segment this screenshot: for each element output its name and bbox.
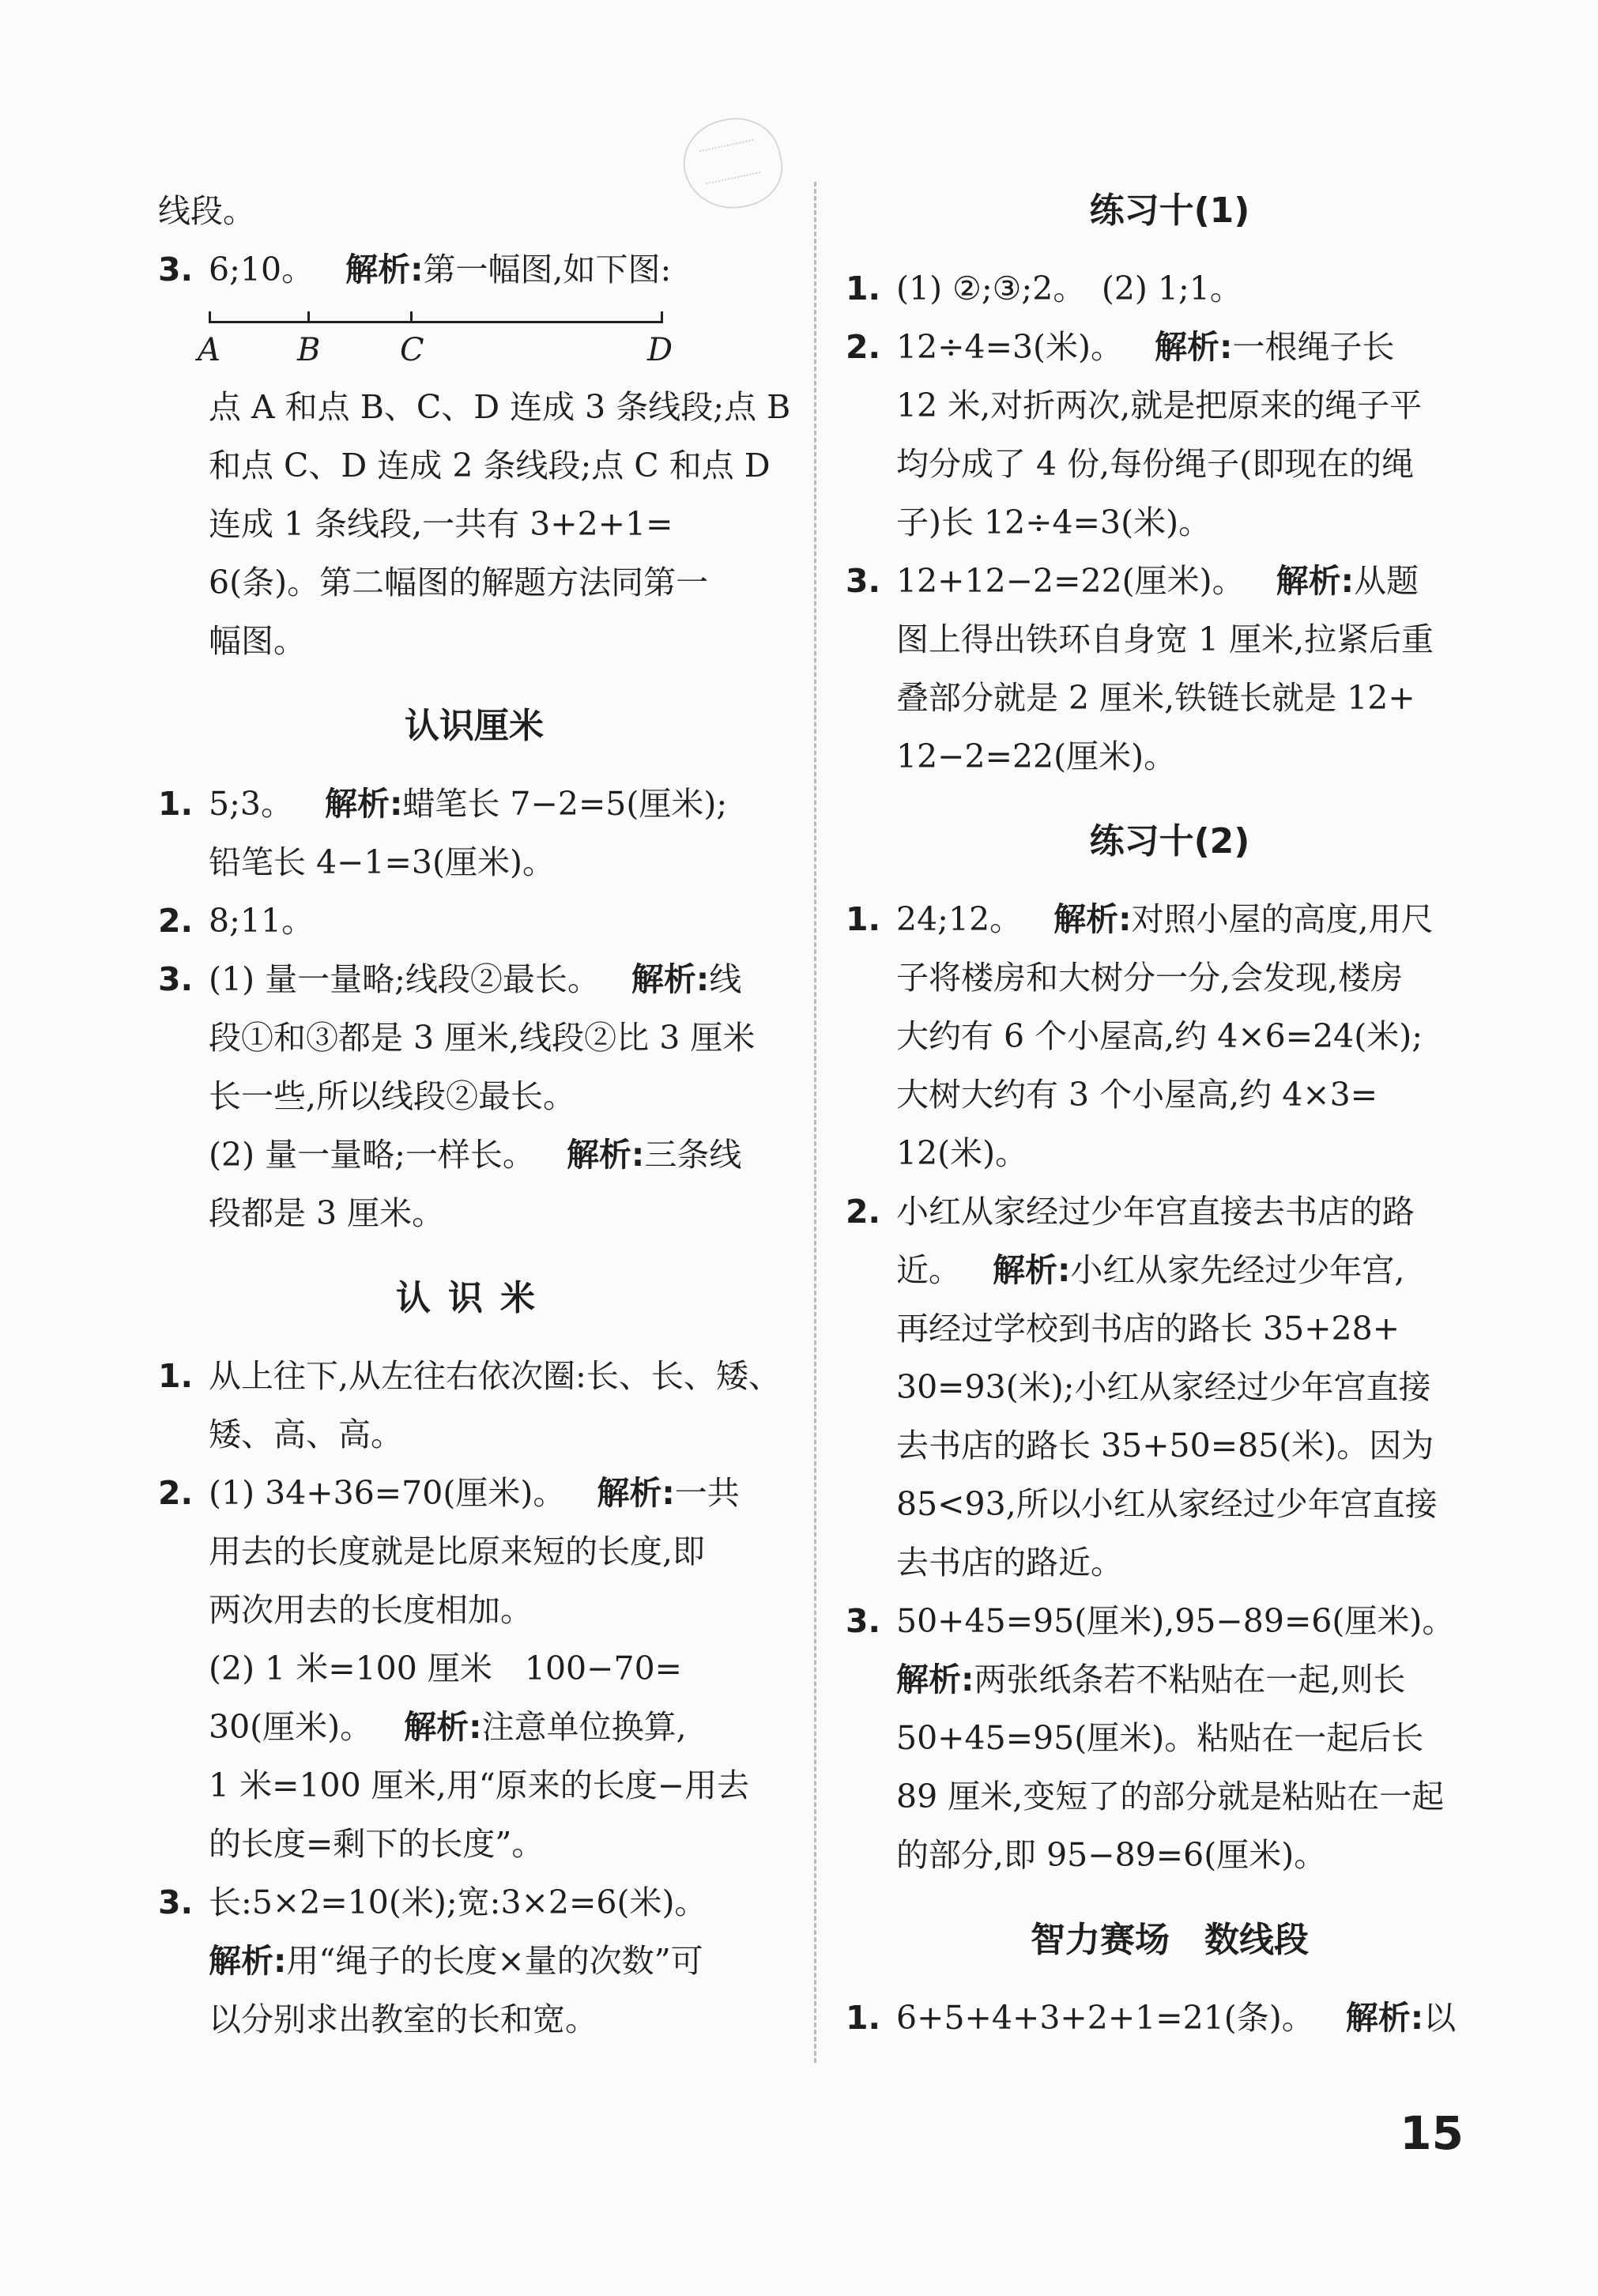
text-line: 以分别求出教室的长和宽。: [209, 2000, 597, 2038]
text-line: 去书店的路近。: [896, 1544, 1123, 1582]
analysis-text: 蜡笔长 7−2=5(厘米);: [402, 785, 728, 823]
analysis-label: 解析:: [597, 1474, 675, 1512]
question-item: [158, 775, 790, 892]
analysis-label: 解析:: [404, 1708, 482, 1746]
question-item: [846, 552, 1494, 786]
analysis-text: 一根绳子长: [1232, 328, 1395, 366]
answer-text: 近。: [896, 1251, 961, 1289]
answer-text: 24;12。: [896, 900, 1023, 938]
answer-text: 12+12−2=22(厘米)。: [896, 562, 1245, 600]
analysis-text: 线: [709, 960, 742, 998]
text-line: (2) 1 米=100 厘米 100−70=: [209, 1649, 683, 1687]
question-item: [846, 1989, 1494, 2047]
question-item: [846, 318, 1494, 552]
analysis-text: 一共: [674, 1474, 740, 1512]
question-item: [158, 892, 790, 950]
question-number: 3.: [846, 1602, 881, 1640]
analysis-text: 从题: [1354, 562, 1419, 600]
question-number: 1.: [846, 1999, 881, 2037]
question-number: 1.: [846, 270, 881, 307]
analysis-text: 注意单位换算,: [481, 1708, 687, 1746]
question-item: [846, 890, 1494, 1182]
analysis-text: 三条线: [644, 1136, 742, 1174]
text-line: 幅图。: [209, 622, 306, 660]
analysis-label: 解析:: [1155, 328, 1233, 366]
answer-line: [209, 240, 790, 299]
answer-text: 8;11。: [209, 902, 315, 940]
analysis-label: 解析:: [993, 1251, 1071, 1289]
question-number: 2.: [846, 1193, 881, 1231]
line-segment-figure: [198, 299, 714, 378]
answer-text: 6;10。: [209, 251, 315, 288]
text-line: 点 A 和点 B、C、D 连成 3 条线段;点 B: [209, 388, 791, 426]
point-label-d: D: [647, 332, 673, 368]
text-line: 用去的长度就是比原来短的长度,即: [209, 1533, 706, 1570]
right-column: [846, 182, 1494, 2047]
question-number: 3.: [846, 562, 881, 600]
page-number: 15: [1400, 2106, 1464, 2160]
analysis-label: 解析:: [209, 1942, 287, 1980]
analysis-text: 以: [1423, 1999, 1457, 2037]
answer-text: (1) 34+36=70(厘米)。: [209, 1474, 566, 1512]
question-number: 2.: [158, 902, 194, 940]
text-line: 铅笔长 4−1=3(厘米)。: [209, 843, 555, 881]
analysis-label: 解析:: [324, 785, 403, 823]
text-line: 图上得出铁环自身宽 1 厘米,拉紧后重: [896, 620, 1434, 658]
answer-text: 30(厘米)。: [209, 1708, 373, 1746]
analysis-label: 解析:: [345, 251, 424, 288]
analysis-label: 解析:: [1053, 900, 1132, 938]
text-line: 12(米)。: [896, 1134, 1028, 1172]
text-line: 去书店的路长 35+50=85(米)。因为: [896, 1427, 1434, 1465]
point-label-b: B: [297, 332, 321, 368]
point-label-c: C: [400, 332, 424, 368]
text-line: 连成 1 条线段,一共有 3+2+1=: [209, 505, 673, 543]
question-item: [846, 259, 1494, 318]
question-item: [158, 1873, 790, 2049]
analysis-text: 用“绳子的长度×量的次数”可: [286, 1942, 703, 1980]
text-line: 6(条)。第二幅图的解题方法同第一: [209, 564, 709, 601]
section-title: 智力赛场 数线段: [1031, 1920, 1309, 1960]
question-number: 1.: [158, 785, 194, 823]
text-line: 均分成了 4 份,每份绳子(即现在的绳: [896, 445, 1415, 483]
question-number: 2.: [158, 1474, 194, 1512]
answer-text: 长:5×2=10(米);宽:3×2=6(米)。: [209, 1883, 707, 1921]
question-number: 1.: [158, 1357, 194, 1395]
text-line: 矮、高、高。: [209, 1416, 403, 1453]
text-line: 12−2=22(厘米)。: [896, 737, 1177, 775]
question-item: [158, 950, 790, 1242]
answer-text: 50+45=95(厘米),95−89=6(厘米)。: [896, 1602, 1455, 1640]
answer-text: (2) 量一量略;一样长。: [209, 1136, 535, 1174]
text-line: 子将楼房和大树分一分,会发现,楼房: [896, 959, 1404, 997]
question-number: 3.: [158, 960, 194, 998]
question-number: 1.: [846, 900, 881, 938]
question-continuation: [158, 378, 790, 670]
question-number: 2.: [846, 328, 881, 366]
answer-text: 5;3。: [209, 785, 293, 823]
text-line: 85<93,所以小红从家经过少年宫直接: [896, 1485, 1438, 1523]
question-item: [158, 1464, 790, 1873]
text-line: 再经过学校到书店的路长 35+28+: [896, 1310, 1400, 1348]
text-line: 的长度=剩下的长度”。: [209, 1825, 545, 1863]
answer-text: 12÷4=3(米)。: [896, 328, 1124, 366]
answer-text: 小红从家经过少年宫直接去书店的路: [896, 1193, 1415, 1231]
text-line: 和点 C、D 连成 2 条线段;点 C 和点 D: [209, 447, 771, 484]
text-line: 大树大约有 3 个小屋高,约 4×3=: [896, 1076, 1378, 1114]
question-item: [846, 1592, 1494, 1884]
analysis-label: 解析:: [631, 960, 710, 998]
analysis-label: 解析:: [566, 1136, 645, 1174]
text-line: 长一些,所以线段②最长。: [209, 1077, 576, 1115]
analysis-label: 解析:: [1345, 1999, 1424, 2037]
intro-line: 线段。: [158, 192, 255, 230]
text-line: 50+45=95(厘米)。粘贴在一起后长: [896, 1719, 1424, 1757]
question-number: 3.: [158, 251, 194, 288]
answer-text: 6+5+4+3+2+1=21(条)。: [896, 1999, 1314, 2037]
left-column: [158, 182, 790, 2049]
analysis-text: 小红从家先经过少年宫,: [1070, 1251, 1405, 1289]
question-number: 3.: [158, 1883, 194, 1921]
section-title: 练习十(2): [1089, 821, 1250, 861]
text-line: 段①和③都是 3 厘米,线段②比 3 厘米: [209, 1019, 756, 1057]
text-line: 89 厘米,变短了的部分就是粘贴在一起: [896, 1778, 1445, 1815]
analysis-text: 第一幅图,如下图:: [423, 251, 672, 288]
point-label-a: A: [198, 332, 220, 368]
analysis-label: 解析:: [896, 1661, 974, 1698]
section-title: 练习十(1): [1089, 190, 1250, 231]
column-divider: [814, 182, 816, 2063]
text-line: 1 米=100 厘米,用“原来的长度−用去: [209, 1766, 750, 1804]
analysis-text: 两张纸条若不粘贴在一起,则长: [974, 1661, 1406, 1698]
text-line: 的部分,即 95−89=6(厘米)。: [896, 1836, 1327, 1874]
analysis-label: 解析:: [1276, 562, 1355, 600]
text-line: 从上往下,从左往右依次圈:长、长、矮、: [209, 1357, 781, 1395]
text-line: 两次用去的长度相加。: [209, 1591, 533, 1629]
analysis-text: 对照小屋的高度,用尺: [1131, 900, 1434, 938]
text-line: 大约有 6 个小屋高,约 4×6=24(米);: [896, 1017, 1423, 1055]
question-item: [158, 1347, 790, 1464]
text-line: 段都是 3 厘米。: [209, 1194, 445, 1232]
section-title: 认识厘米: [405, 706, 544, 746]
question-item: [846, 1182, 1494, 1592]
text-line: 子)长 12÷4=3(米)。: [896, 503, 1212, 541]
answer-text: (1) 量一量略;线段②最长。: [209, 960, 600, 998]
text-line: 叠部分就是 2 厘米,铁链长就是 12+: [896, 679, 1415, 717]
section-title: 认识米: [396, 1278, 552, 1318]
question-item: [158, 240, 790, 299]
answer-text: (1) ②;③;2。 (2) 1;1。: [896, 270, 1242, 307]
text-line: 12 米,对折两次,就是把原来的绳子平: [896, 386, 1423, 424]
text-line: 30=93(米);小红从家经过少年宫直接: [896, 1368, 1431, 1406]
